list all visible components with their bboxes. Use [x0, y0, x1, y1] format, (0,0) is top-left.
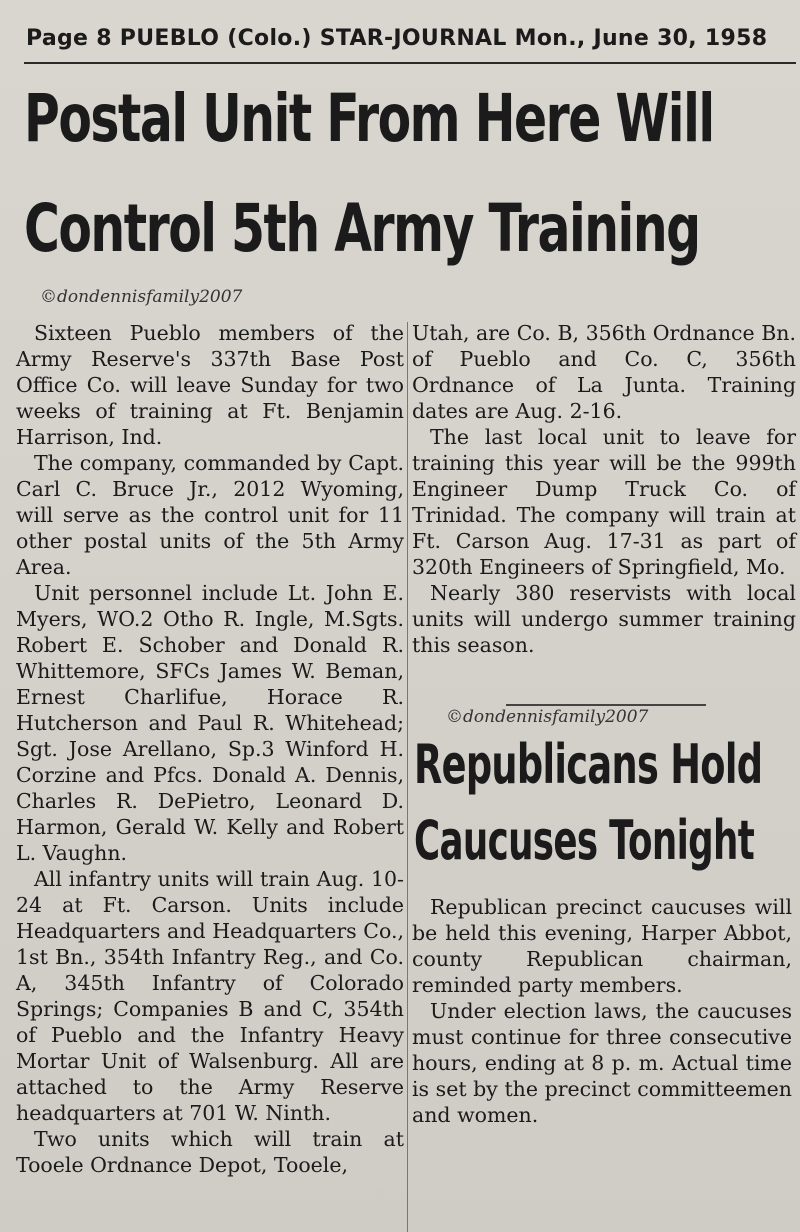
subheadline-line-1: Republicans Hold — [414, 733, 763, 796]
masthead: Page 8 PUEBLO (Colo.) STAR-JOURNAL Mon., June 30, 1958 — [26, 26, 768, 51]
headline-line-2: Control 5th Army Training — [24, 190, 700, 267]
article-column-2 — [412, 320, 796, 658]
section-rule — [506, 704, 706, 706]
paragraph: All infantry units will train Aug. 10-24 at Ft. Carson. Units include Headquarters and Headquarters Co., 1st Bn., 354th Infantry Reg., and Co. A, 345th Infantry of Colorado Springs; Companies B and C, 354th of Pueblo and the Infantry Heavy Mortar Unit of Walsenburg. All are attached to the Army Reserve headquarters at 701 W. Ninth. — [16, 867, 404, 1125]
paragraph: Unit personnel include Lt. John E. Myers, WO.2 Otho R. Ingle, M.Sgts. Robert E. Schober and Donald R. Whittemore, SFCs James W. Beman, Ernest Charlifue, Horace R. Hutcherson and Paul R. Whitehead; Sgt. Jose Arellano, Sp.3 Winford H. Corzine and Pfcs. Donald A. Dennis, Charles R. DePietro, Leonard D. Harmon, Gerald W. Kelly and Robert L. Vaughn. — [16, 581, 404, 865]
paragraph: Under election laws, the caucuses must continue for three consecutive hours, ending at 8 p. m. Actual time is set by the precinct committeemen and women. — [412, 999, 792, 1127]
paragraph: Nearly 380 reservists with local units will undergo summer training this season. — [412, 581, 796, 657]
column-divider — [407, 322, 408, 1232]
headline-line-1: Postal Unit From Here Will — [24, 80, 714, 157]
watermark-middle: ©dondennisfamily2007 — [446, 707, 649, 727]
paragraph: Sixteen Pueblo members of the Army Reserve's 337th Base Post Office Co. will leave Sunday for two weeks of training at Ft. Benjamin Harrison, Ind. — [16, 321, 404, 449]
paragraph: The company, commanded by Capt. Carl C. Bruce Jr., 2012 Wyoming, will serve as the control unit for 11 other postal units of the 5th Army Area. — [16, 451, 404, 579]
paragraph: Republican precinct caucuses will be held this evening, Harper Abbot, county Republican chairman, reminded party members. — [412, 895, 792, 997]
paragraph: Two units which will train at Tooele Ordnance Depot, Tooele, — [16, 1127, 404, 1177]
article-column-1 — [16, 320, 404, 1178]
paragraph: Utah, are Co. B, 356th Ordnance Bn. of Pueblo and Co. C, 356th Ordnance of La Junta. Training dates are Aug. 2-16. — [412, 321, 796, 423]
article-2-body — [412, 894, 792, 1128]
watermark-top: ©dondennisfamily2007 — [40, 287, 243, 307]
masthead-rule — [24, 62, 796, 64]
paragraph: The last local unit to leave for training this year will be the 999th Engineer Dump Truck Co. of Trinidad. The company will train at Ft. Carson Aug. 17-31 as part of 320th Engineers of Springfield, Mo. — [412, 425, 796, 579]
subheadline-line-2: Caucuses Tonight — [414, 809, 755, 872]
